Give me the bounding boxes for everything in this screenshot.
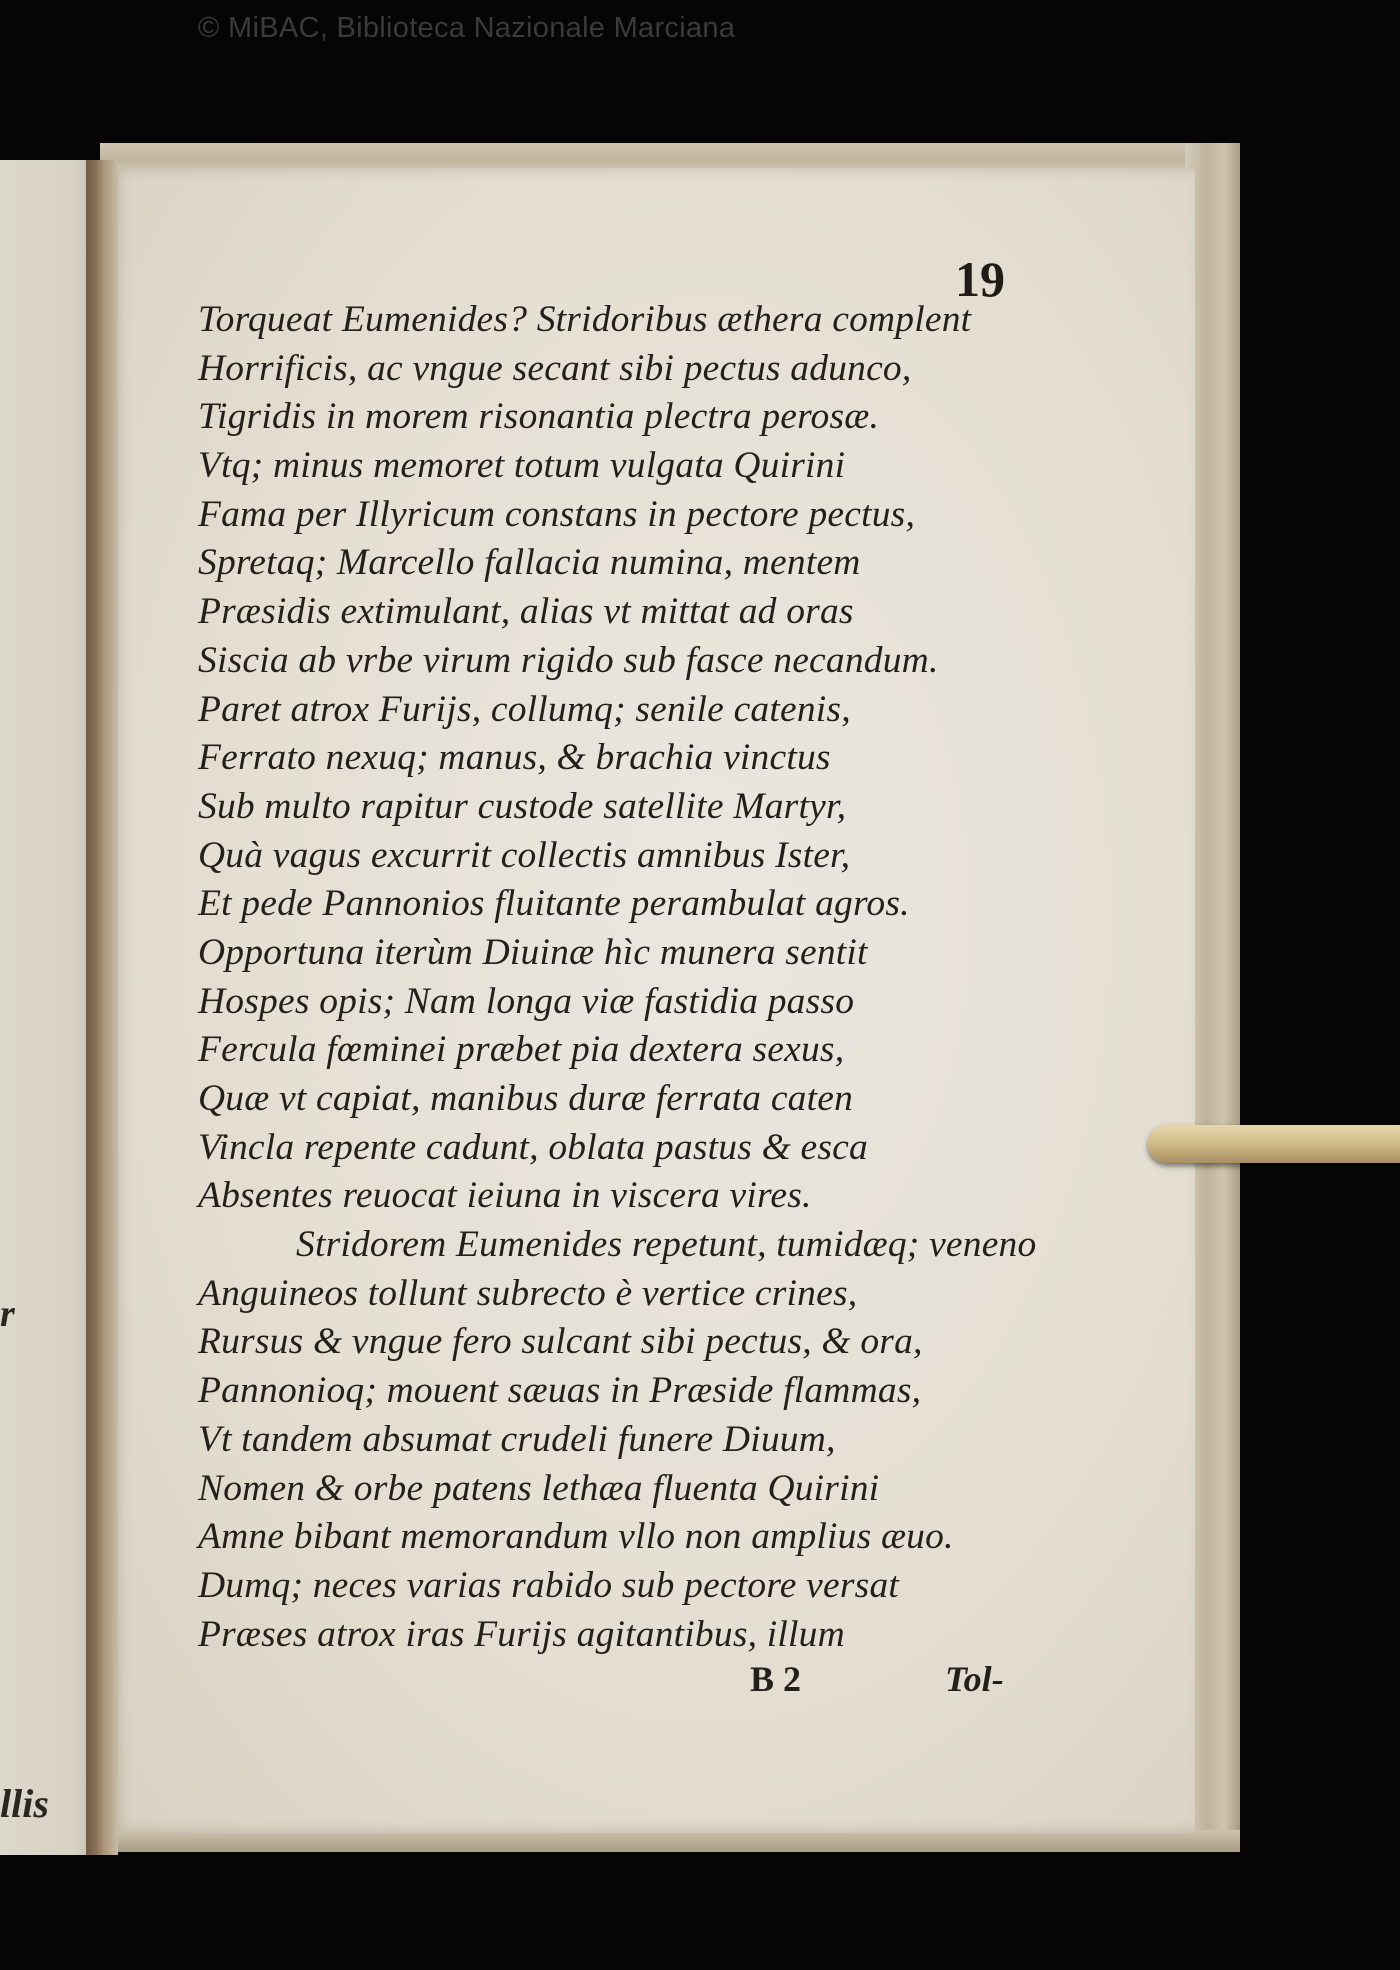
verse-line: Vincla repente cadunt, oblata pastus & esca [198, 1126, 868, 1168]
verse-line: Tigridis in morem risonantia plectra perosæ. [198, 396, 880, 438]
verse-line: Vtq; minus memoret totum vulgata Quirini [198, 445, 846, 487]
verse-line: Nomen & orbe patens lethæa fluenta Quirini [198, 1467, 880, 1509]
verse-line: Absentes reuocat ieiuna in viscera vires. [198, 1175, 812, 1217]
verse-line: Hospes opis; Nam longa viæ fastidia passo [198, 980, 855, 1022]
verse-line: Siscia ab vrbe virum rigido sub fasce necandum. [198, 639, 939, 681]
verse-line: Vt tandem absumat crudeli funere Diuum, [198, 1418, 836, 1460]
verse-line: Fama per Illyricum constans in pectore pectus, [198, 493, 916, 535]
verse-line: Stridorem Eumenides repetunt, tumidæq; veneno [296, 1224, 1037, 1266]
bamboo-pointer [1148, 1125, 1400, 1163]
page-number: 19 [955, 251, 1005, 307]
verse-text [198, 296, 1158, 1659]
verse-line: Quæ vt capiat, manibus duræ ferrata caten [198, 1078, 854, 1119]
verse-line: Amne bibant memorandum vllo non amplius æuo. [198, 1516, 954, 1558]
verse-line: Ferrato nexuq; manus, & brachia vinctus [198, 737, 831, 779]
book-bottom-edge [100, 1830, 1240, 1852]
left-page-fragment: r [0, 1293, 15, 1335]
verse-line: Spretaq; Marcello fallacia numina, mentem [198, 542, 861, 584]
verse-line: Rursus & vngue fero sulcant sibi pectus, & ora, [198, 1321, 923, 1363]
verse-line: Præses atrox iras Furijs agitantibus, illum [198, 1613, 845, 1655]
verse-line: Præsidis extimulant, alias vt mittat ad oras [198, 591, 854, 633]
binding-gutter [86, 160, 118, 1855]
book-page [110, 168, 1195, 1833]
verse-line: Fercula fœminei præbet pia dextera sexus, [198, 1029, 845, 1071]
watermark: © MiBAC, Biblioteca Nazionale Marciana [198, 12, 736, 44]
verse-line: Opportuna iterùm Diuinæ hìc munera sentit [198, 931, 868, 973]
verse-line: Horrificis, ac vngue secant sibi pectus adunco, [198, 347, 912, 389]
verse-line: Torqueat Eumenides? Stridoribus æthera complent [198, 299, 972, 340]
verse-line: Pannonioq; mouent sæuas in Præside flammas, [198, 1370, 922, 1412]
verse-line: Dumq; neces varias rabido sub pectore versat [198, 1564, 900, 1606]
left-page-fragment: llis [0, 1781, 49, 1826]
verse-line: Quà vagus excurrit collectis amnibus Ister, [198, 834, 851, 876]
verse-line: Et pede Pannonios fluitante perambulat agros. [198, 883, 910, 925]
catchword: Tol- [945, 1659, 1004, 1699]
verse-line: Anguineos tollunt subrecto è vertice crines, [198, 1272, 858, 1314]
page-footer [110, 1658, 1195, 1708]
verse-line: Sub multo rapitur custode satellite Martyr, [198, 785, 847, 827]
verse-line: Paret atrox Furijs, collumq; senile catenis, [198, 688, 851, 730]
signature-mark: B 2 [750, 1659, 802, 1699]
